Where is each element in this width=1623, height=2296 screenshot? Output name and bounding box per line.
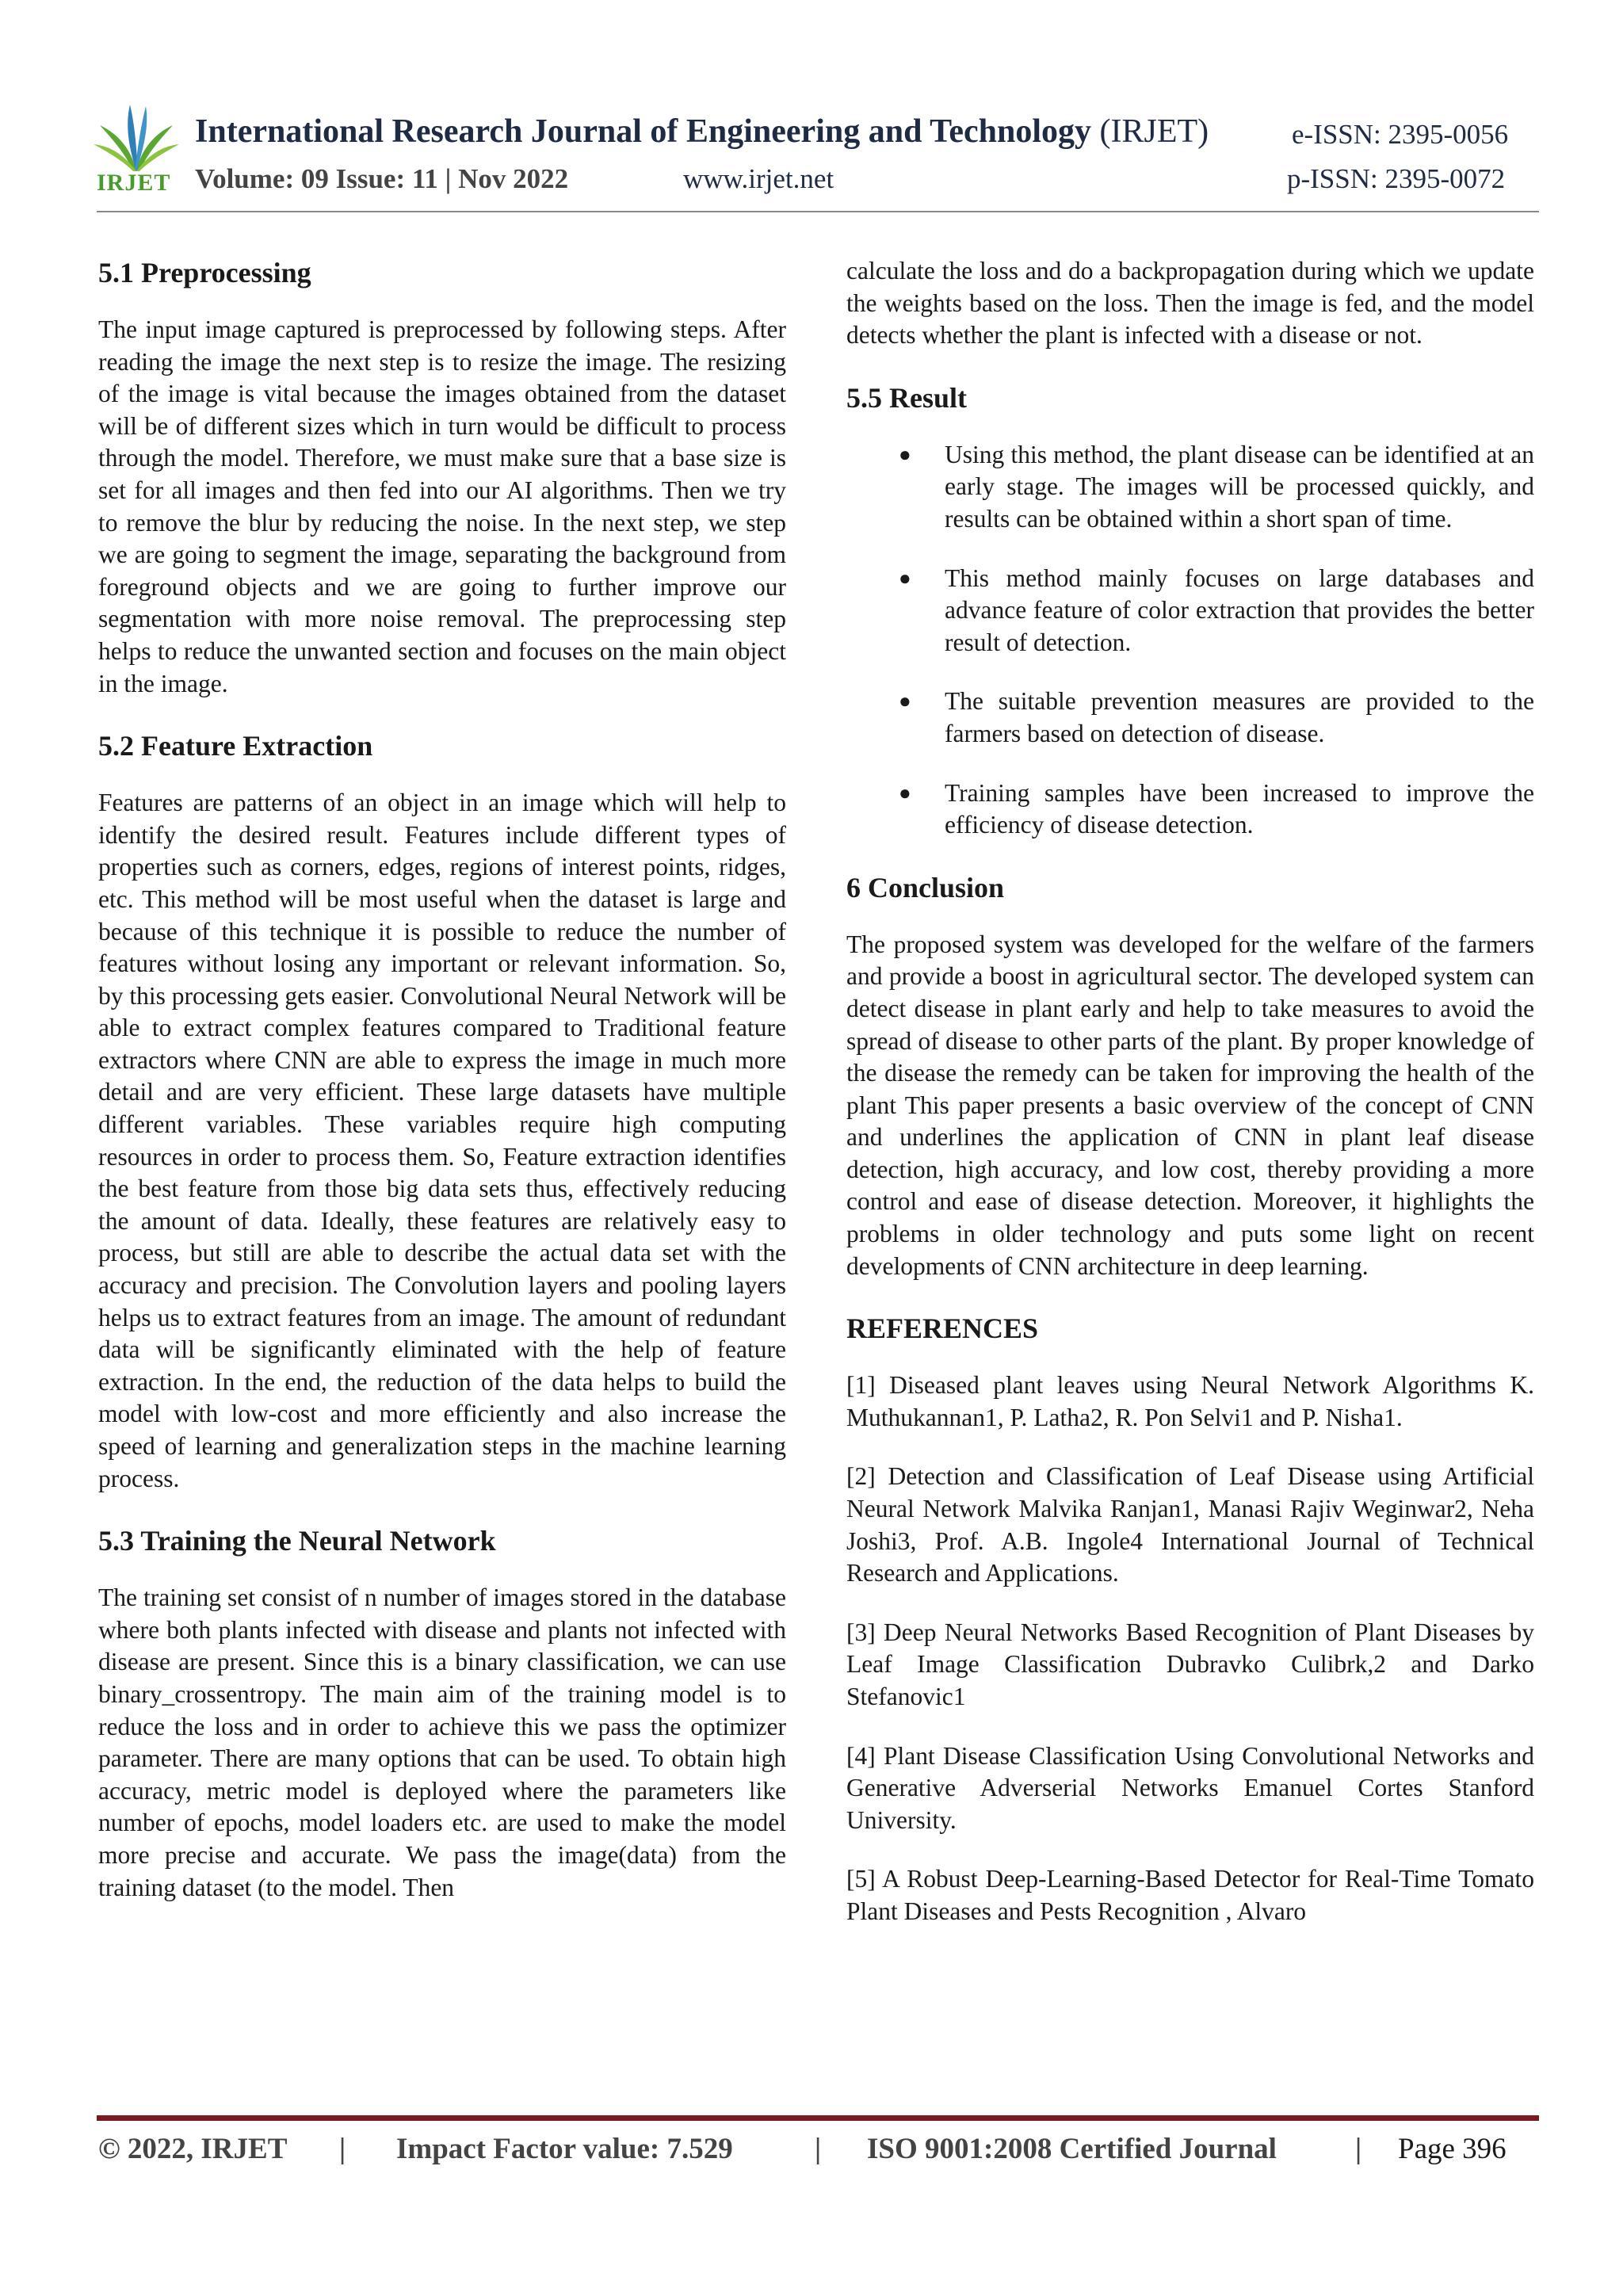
section-5-5-heading: 5.5 Result: [846, 381, 967, 414]
leaf-logo-icon: [94, 101, 179, 173]
section-5-2-paragraph: Features are patterns of an object in an image which will help to identify the desired result. Features include different types of properties such as corners, edges, regions of interest points, ridges, etc. This method will be most useful when the dataset is large and because of this technique it is possible to reduce the number of features without losing any important or relevant information. So, by this processing gets easier. Convolutional Neural Network will be able to extract complex features compared to Traditional feature extractors where CNN are able to express the image in much more detail and are very efficient. These large datasets have multiple different variables. These variables require high computing resources in order to process them. So, Feature extraction identifies the best feature from those big data sets thus, effectively reducing the amount of data. Ideally, these features are relatively easy to process, but still are able to describe the actual data set with the accuracy and precision. The Convolution layers and pooling layers helps us to extract features from an image. The amount of redundant data will be significantly eliminated with the help of feature extraction. In the end, the reduction of the data helps to build the model with low-cost and more efficiently and also increase the speed of learning and generalization steps in the machine learning process.: [98, 789, 786, 1492]
volume-issue: Volume: 09 Issue: 11 | Nov 2022: [195, 163, 569, 194]
list-item: [846, 563, 1534, 659]
footer-copyright: © 2022, IRJET: [98, 2133, 288, 2165]
bullet-text: Using this method, the plant disease can be identified at an early stage. The images will be processed quickly, and results can be obtained within a short span of time.: [945, 440, 1534, 533]
journal-title: [195, 113, 1209, 151]
bullet-icon: ●: [899, 690, 911, 713]
reference-item: [1] Diseased plant leaves using Neural Network Algorithms K. Muthukannan1, P. Latha2, R. Pon Selvi1 and P. Nisha1.: [846, 1371, 1534, 1431]
bullet-text: Training samples have been increased to improve the efficiency of disease detection.: [945, 778, 1534, 839]
reference-item: [4] Plant Disease Classification Using Convolutional Networks and Generative Adverserial Networks Emanuel Cortes Stanford University.: [846, 1741, 1534, 1834]
list-item: [846, 439, 1534, 536]
logo-text: IRJET: [97, 170, 171, 196]
header-divider: [97, 211, 1539, 212]
page-footer: [98, 2132, 1525, 2172]
bullet-text: This method mainly focuses on large databases and advance feature of color extraction that provides the better result of detection.: [945, 563, 1534, 656]
bullet-icon: ●: [899, 781, 911, 804]
journal-name: International Research Journal of Engineering and Technology: [195, 113, 1092, 150]
footer-impact-factor: Impact Factor value: 7.529: [396, 2133, 733, 2165]
section-5-3-continued: calculate the loss and do a backpropagation during which we update the weights based on the loss. Then the image is fed, and the model detects whether the plant is infected with a disease or not.: [846, 257, 1534, 350]
section-5-2-heading: 5.2 Feature Extraction: [98, 730, 373, 762]
reference-item: [3] Deep Neural Networks Based Recognition of Plant Diseases by Leaf Image Classification Dubravko Culibrk,2 and Darko Stefanovic1: [846, 1618, 1534, 1710]
section-5-1-heading: 5.1 Preprocessing: [98, 257, 311, 288]
journal-abbreviation: (IRJET): [1099, 113, 1209, 150]
references-heading: REFERENCES: [846, 1312, 1039, 1345]
website-link[interactable]: www.irjet.net: [683, 163, 834, 194]
page-number: Page 396: [1398, 2133, 1507, 2165]
eissn: e-ISSN: 2395-0056: [1292, 119, 1509, 150]
section-5-3-heading: 5.3 Training the Neural Network: [98, 1525, 496, 1557]
list-item: [846, 686, 1534, 750]
reference-item: [2] Detection and Classification of Leaf Disease using Artificial Neural Network Malvika Ranjan1, Manasi Rajiv Weginwar2, Neha Joshi3, Prof. A.B. Ingole4 International Journal of Technical Research and Applications.: [846, 1462, 1534, 1587]
bullet-text: The suitable prevention measures are provided to the farmers based on detection of disease.: [945, 687, 1534, 747]
footer-separator: |: [339, 2133, 346, 2165]
conclusion-paragraph: The proposed system was developed for the welfare of the farmers and provide a boost in agricultural sector. The developed system can detect disease in plant early and help to take measures to avoid the spread of disease to other parts of the plant. By proper knowledge of the disease the remedy can be taken for improving the health of the plant This paper presents a basic overview of the concept of CNN and underlines the application of CNN in plant leaf disease detection, high accuracy, and low cost, thereby providing a more control and ease of disease detection. Moreover, it highlights the problems in older technology and puts some light on recent developments of CNN architecture in deep learning.: [846, 930, 1534, 1280]
section-6-heading: 6 Conclusion: [846, 871, 1005, 904]
footer-separator: |: [815, 2133, 822, 2165]
section-5-1-paragraph: The input image captured is preprocessed by following steps. After reading the image the next step is to resize the image. The resizing of the image is vital because the images obtained from the dataset will be of different sizes which in turn would be difficult to process through the model. Therefore, we must make sure that a base size is set for all images and then fed into our AI algorithms. Then we try to remove the blur by reducing the noise. In the next step, we step we are going to segment the image, separating the background from foreground objects and we are going to further improve our segmentation with more noise removal. The preprocessing step helps to reduce the unwanted section and focuses on the main object in the image.: [98, 315, 786, 697]
reference-item: [5] A Robust Deep-Learning-Based Detector for Real-Time Tomato Plant Diseases and Pests Recognition , Alvaro: [846, 1865, 1534, 1925]
footer-separator: |: [1355, 2133, 1362, 2165]
section-5-3-paragraph: The training set consist of n number of images stored in the database where both plants infected with disease and plants not infected with disease are present. Since this is a binary classification, we can use binary_crossentropy. The main aim of the training model is to reduce the loss and in order to achieve this we pass the optimizer parameter. There are many options that can be used. To obtain high accuracy, metric model is deployed where the parameters like number of epochs, model loaders etc. are used to make the model more precise and accurate. We pass the image(data) from the training dataset (to the model. Then: [98, 1584, 786, 1901]
footer-iso: ISO 9001:2008 Certified Journal: [867, 2133, 1277, 2165]
result-bullet-list: [846, 439, 1534, 842]
right-column: [846, 255, 1534, 1928]
pissn: p-ISSN: 2395-0072: [1287, 163, 1506, 194]
bullet-icon: ●: [899, 442, 911, 466]
irjet-logo: [94, 101, 179, 197]
list-item: [846, 777, 1534, 842]
left-column: [98, 255, 786, 1904]
bullet-icon: ●: [899, 566, 911, 590]
footer-divider: [97, 2115, 1539, 2121]
